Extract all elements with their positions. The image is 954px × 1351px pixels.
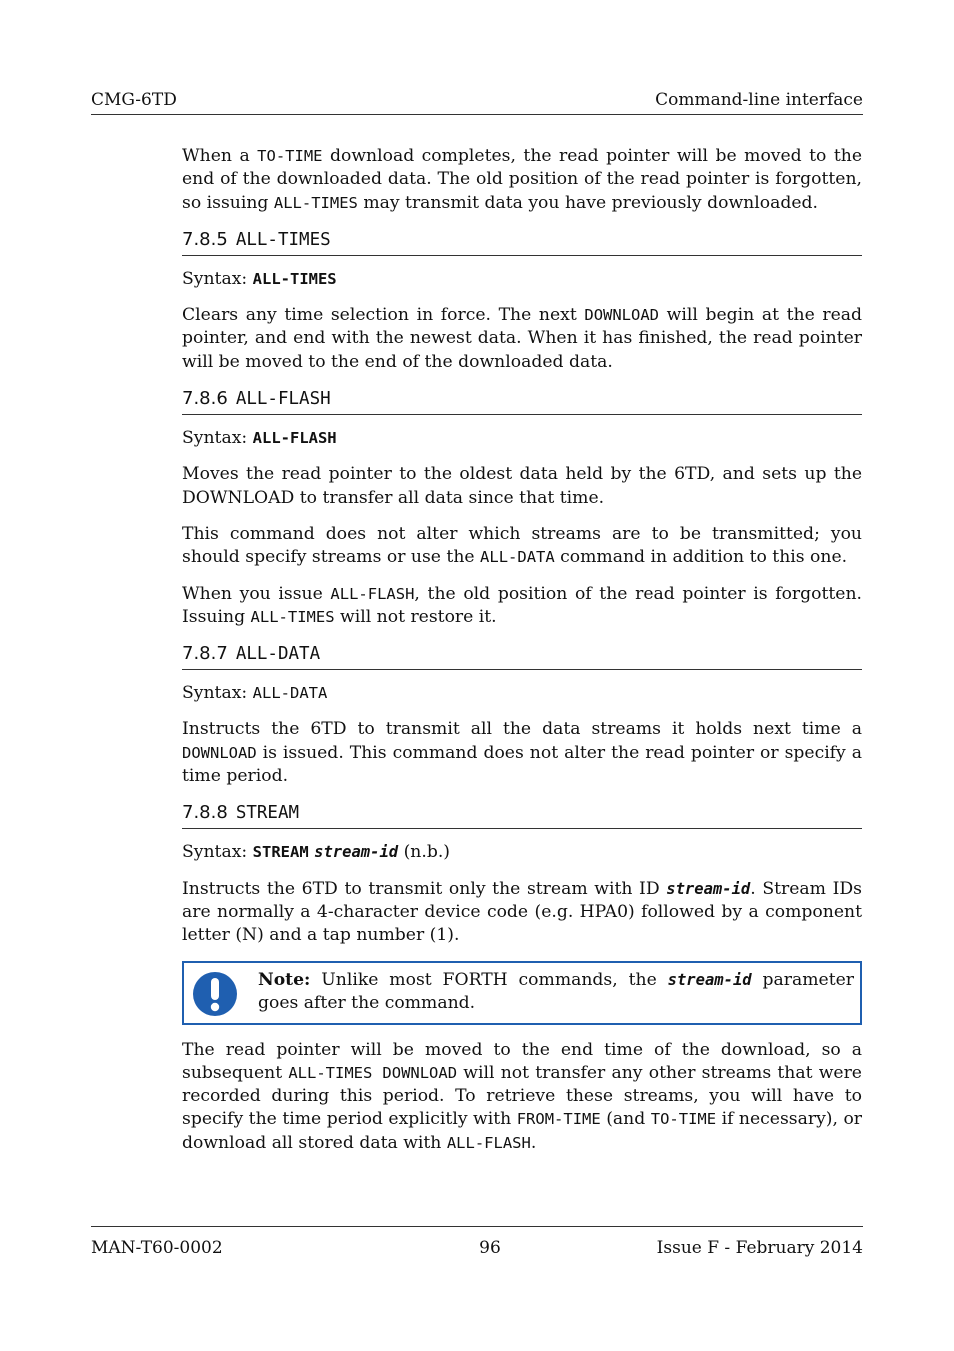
section-paragraph: The read pointer will be moved to the end time of the download, so a subsequent ALL-TIMES DOWNLOAD will not transfer any other streams that were recorded during this period. To retrieve these streams, you will have to specify the time period explicitly with FROM-TIME (and TO-TIME if necessary), or download all stored data with ALL-FLASH. [182,1039,863,1153]
page-header [91,90,863,115]
section-paragraph: Moves the read pointer to the oldest data held by the 6TD, and sets up the DOWNLOAD to transfer all data since that time. [182,464,862,508]
note-text: Note: Unlike most FORTH commands, the stream-id parameter goes after the command. [258,969,854,1013]
syntax-line: Syntax: ALL-FLASH [182,428,337,449]
inline-code: TO-TIME [257,147,323,165]
section-heading-7-8-5: 7.8.5 ALL-TIMES [182,228,862,256]
section-paragraph: Instructs the 6TD to transmit only the stream with ID stream-id. Stream IDs are normally a 4-character device code (e.g. HPA0) followed by a component letter (N) and a tap number (1). [182,878,862,946]
exclamation-circle-icon [192,971,238,1017]
page-footer [91,1226,863,1257]
section-paragraph: Clears any time selection in force. The next DOWNLOAD will begin at the read pointer, and end with the newest data. When it has finished, the read pointer will be moved to the end of the downloaded data. [182,305,862,372]
section-heading-7-8-8: 7.8.8 STREAM [182,801,862,829]
section-paragraph: Instructs the 6TD to transmit all the data streams it holds next time a DOWNLOAD is issued. This command does not alter the read pointer or specify a time period. [182,719,862,787]
section-heading-7-8-6: 7.8.6 ALL-FLASH [182,387,862,415]
intro-paragraph: When a TO-TIME download completes, the read pointer will be moved to the end of the downloaded data. The old position of the read pointer is forgotten, so issuing ALL-TIMES may transmit data you have previously downloaded. [182,146,863,213]
footer-page-number: 96 [479,1238,501,1258]
section-paragraph: When you issue ALL-FLASH, the old position of the read pointer is forgotten. Issuing ALL-TIMES will not restore it. [182,583,862,627]
footer-doc-number: MAN-T60-0002 [91,1238,223,1258]
section-heading-7-8-7: 7.8.7 ALL-DATA [182,642,862,670]
note-box [182,961,862,1025]
section-paragraph: This command does not alter which streams are to be transmitted; you should specify streams or use the ALL-DATA command in addition to this one. [182,523,862,568]
syntax-line: Syntax: ALL-TIMES [182,268,337,289]
header-chapter-title: Command-line interface [655,90,863,110]
page-content [182,145,862,1168]
inline-code: ALL-TIMES [273,193,358,212]
syntax-line: Syntax: STREAM stream-id (n.b.) [182,842,450,863]
syntax-line: Syntax: ALL-DATA [182,683,328,704]
footer-issue-date: Issue F - February 2014 [656,1238,863,1258]
header-doc-title: CMG-6TD [91,90,177,110]
